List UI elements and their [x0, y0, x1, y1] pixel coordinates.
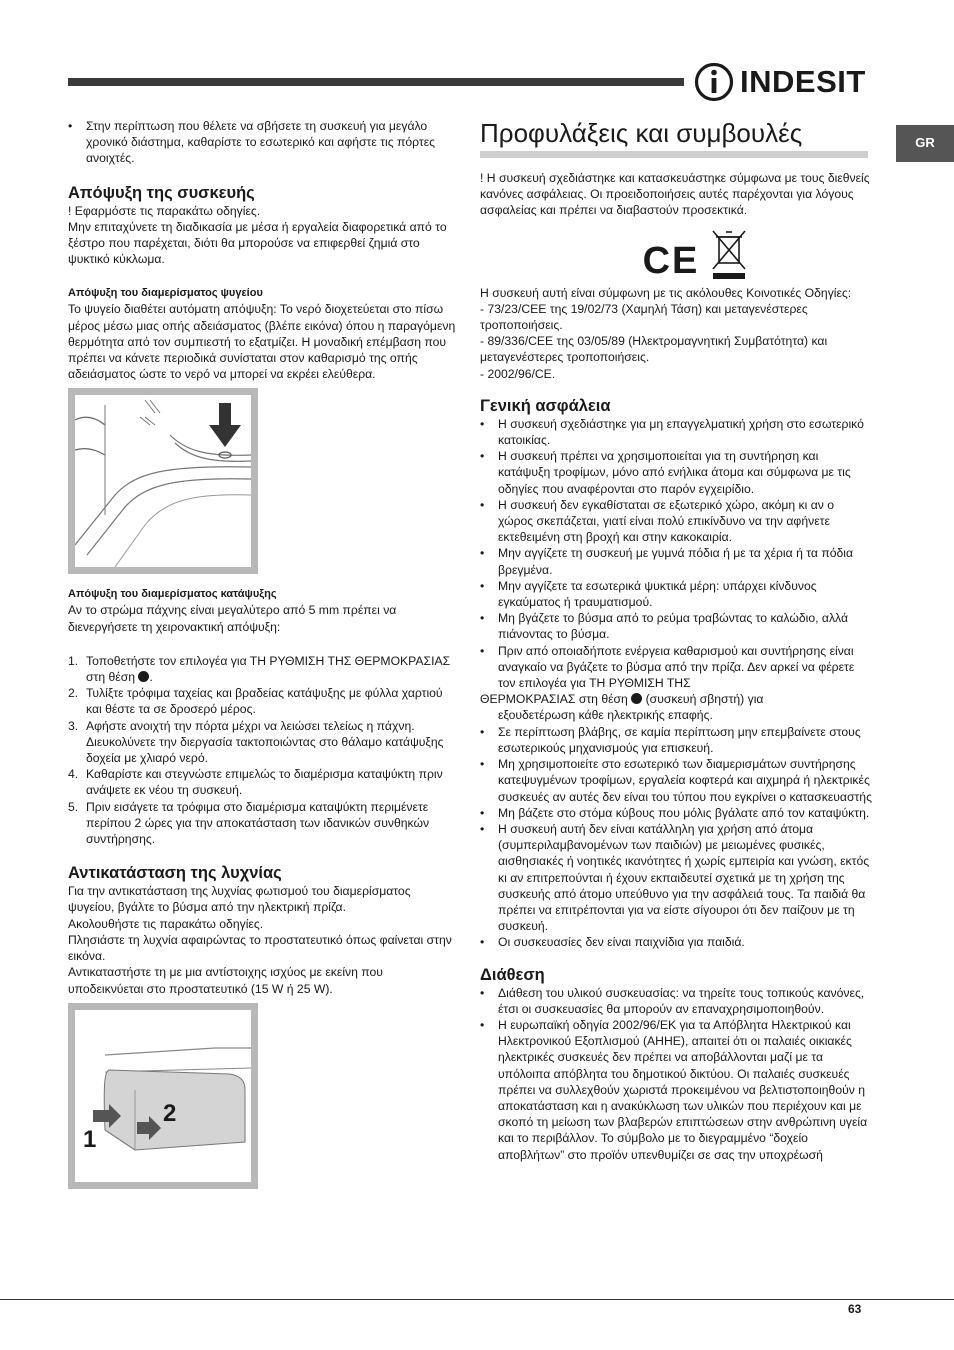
- brand-logo: [694, 60, 870, 104]
- intro-list: [68, 118, 458, 167]
- list-item: • Η συσκευή σχεδιάστηκε για μη επαγγελματική χρήση στο εσωτερικό κατοικίας.: [480, 416, 872, 448]
- paragraph: ! Η συσκευή σχεδιάστηκε και κατασκευάστηκε σύμφωνα με τους διεθνείς κανόνες ασφάλειας. Οι προειδοποιήσεις αυτές παρέχονται για λόγους ασφαλείας και πρέπει να διαβαστούν προσεκτικά.: [480, 171, 870, 218]
- list-item: • Η ευρωπαϊκή οδηγία 2002/96/ΕΚ για τα Απόβλητα Ηλεκτρικού και Ηλεκτρονικού Εξοπλισμού (ΑΗΗΕ), απαιτεί ότι οι παλαιές οικιακές ηλεκτρικές συσκευές δεν πρέπει να αποβάλλονται μαζί με τα υπόλοιπα απόβλητα του δημοτικού δικτύου. Οι παλαιές συσκευές πρέπει να συλλεχθούν χωριστά προκειμένου να βελτιστοποιηθούν η αποκατάσταση και η ανακύκλωση των υλικών που περιέχουν και με σκοπό τη μείωση των βλαβερών επιπτώσεων στην ανθρώπινη υγεία και το περιβάλλον. Το σύμβολο με το διεγραμμένο “δοχείο αποβλήτων” στο προϊόν υπενθυμίζει σε σας την υποχρέωσή: [480, 1017, 872, 1163]
- list-item: • Μη βγάζετε το βύσμα από το ρεύμα τραβώντας το καλώδιο, αλλά πιάνοντας το βύσμα.: [480, 610, 872, 642]
- list-item: • Σε περίπτωση βλάβης, σε καμία περίπτωση μην επεμβαίνετε στους εσωτερικούς μηχανισμούς για επισκευή.: [480, 724, 872, 756]
- list-item: • Η συσκευή πρέπει να χρησιμοποιείται για τη συντήρηση και κατάψυξη τροφίμων, μόνο από ενήλικα άτομα και σύμφωνα με τις οδηγίες που αναφέρονται στο παρόν εγχειρίδιο.: [480, 448, 872, 497]
- lamp-cover-illustration: [68, 1003, 258, 1189]
- paragraph: - 73/23/CEE της 19/02/73 (Χαμηλή Τάση) και μεταγενέστερες τροποποιήσεις.: [480, 301, 808, 333]
- footer-rule: [0, 1299, 954, 1300]
- left-column: [68, 118, 458, 1189]
- paragraph: Η συσκευή αυτή είναι σύμφωνη με τις ακόλουθες Κοινοτικές Οδηγίες:: [480, 285, 852, 300]
- list-item: 1. Τοποθετήστε τον επιλογέα για ΤΗ ΡΥΘΜΙΣΗ ΤΗΣ ΘΕΡΜΟΚΡΑΣΙΑΣ στη θέση .: [68, 653, 451, 685]
- list-item: • Μη βάζετε στο στόμα κύβους που μόλις βγάλατε από τον καταψύκτη.: [480, 805, 872, 821]
- paragraph: ! Εφαρμόστε τις παρακάτω οδηγίες.: [68, 203, 261, 218]
- subsection-title-fridge-defrost: Απόψυξη του διαμερίσματος ψυγείου: [68, 287, 263, 300]
- brand-name: INDESIT: [740, 63, 866, 99]
- list-item: • Στην περίπτωση που θέλετε να σβήσετε τη συσκευή για μεγάλο χρονικό διάστημα, καθαρίστε το εσωτερικό και αφήστε τις πόρτες ανοιχτές.: [68, 118, 458, 167]
- safety-list-continued: [480, 724, 872, 951]
- list-item: • Μη χρησιμοποιείτε στο εσωτερικό των διαμερισμάτων συντήρησης κατεψυγμένων τροφίμων, εργαλεία κοφτερά και αιχμηρά ή ηλεκτρικές συσκευές αν αυτές δεν είναι του τύπου που εγκρίνει ο κατασκευαστής: [480, 756, 872, 805]
- paragraph: Το ψυγείο διαθέτει αυτόματη απόψυξη: Το νερό διοχετεύεται στο πίσω μέρος μέσω μιας οπής αδειάσματος (βλέπε εικόνα) όπου η παραγόμενη θερμότητα από τον συμπιεστή το εξατμίζει. Η μοναδική επέμβαση που πρέπει να κάνετε περιοδικά συνίσταται στον καθαρισμό της οπής αδειάσματος ώστε το νερό να μπορεί να εκρέει ελεύθερα.: [68, 302, 456, 382]
- fridge-drain-illustration: [68, 388, 258, 574]
- section-title-disposal: Διάθεση: [480, 965, 545, 984]
- paragraph: Αντικαταστήστε τη με μια αντίστοιχης ισχύος με εκείνη που υποδεικνύεται στο προστατευτικό (15 W ή 25 W).: [68, 965, 383, 996]
- header-rule: [68, 78, 684, 86]
- list-item: 3. Αφήστε ανοιχτή την πόρτα μέχρι να λειώσει τελείως η πάχνη. Διευκολύνετε την διεργασία τακτοποιώντας στο θάλαμο κατάψυξης δοχεία με χλιαρό νερό.: [68, 718, 444, 766]
- off-position-icon: [138, 671, 149, 682]
- list-item: • Η συσκευή δεν εγκαθίσταται σε εξωτερικό χώρο, ακόμη κι αν ο χώρος σκεπάζεται, γιατί είναι πολύ επικίνδυνο να την αφήνετε εκτεθειμένη στη βροχή και στην κακοκαιρία.: [480, 497, 872, 546]
- paragraph: - 89/336/CEE της 03/05/89 (Ηλεκτρομαγνητική Συμβατότητα) και μεταγενέστερες τροποποιήσεις.: [480, 334, 828, 365]
- paragraph: Αν το στρώμα πάχνης είναι μεγαλύτερο από 5 mm πρέπει να διενεργήσετε τη χειρονακτική απόψυξη:: [68, 603, 397, 634]
- section-title-defrost: Απόψυξη της συσκευής: [68, 183, 255, 202]
- section-title-lamp: Αντικατάσταση της λυχνίας: [68, 864, 282, 883]
- right-column: [480, 118, 872, 1163]
- page-number: 63: [848, 1302, 862, 1316]
- paragraph: εξουδετέρωση κάθε ηλεκτρικής επαφής.: [498, 708, 713, 723]
- paragraph: ΘΕΡΜΟΚΡΑΣΙΑΣ στη θέση (συσκευή σβηστή) για: [480, 692, 764, 707]
- figure-label-2: 2: [163, 1099, 177, 1127]
- off-position-icon: [631, 693, 642, 704]
- safety-list: [480, 416, 872, 691]
- crossed-bin-icon: [709, 227, 749, 281]
- drain-hole-drawing: [75, 395, 251, 567]
- disposal-list: [480, 985, 872, 1163]
- paragraph: - 2002/96/CE.: [480, 366, 556, 381]
- section-title-safety: Γενική ασφάλεια: [480, 396, 611, 415]
- list-item: 2. Τυλίξτε τρόφιμα ταχείας και βραδείας κατάψυξης με φύλλα χαρτιού και θέστε τα σε δροσερό μέρος.: [68, 686, 443, 717]
- list-item: 5. Πριν εισάγετε τα τρόφιμα στο διαμέρισμα καταψύκτη περιμένετε περίπου 2 ώρες για την αποκατάσταση των ιδανικών συνθηκών συντήρησης.: [68, 799, 430, 847]
- list-item: 4. Καθαρίστε και στεγνώστε επιμελώς το διαμέρισμα καταψύκτη πριν ανάψετε εκ νέου τη συσκευή.: [68, 767, 443, 798]
- list-item: • Πριν από οποιαδήποτε ενέργεια καθαρισμού και συντήρησης είναι αναγκαίο να βγάζετε το βύσμα από την πρίζα. Δεν αρκεί να φέρετε τον επιλογέα για ΤΗ ΡΥΘΜΙΣΗ ΤΗΣ: [480, 643, 872, 692]
- figure-label-1: 1: [83, 1125, 97, 1153]
- paragraph: Για την αντικατάσταση της λυχνίας φωτισμού του διαμερίσματος ψυγείου, βγάλτε το βύσμα από την ηλεκτρική πρίζα.: [68, 884, 411, 915]
- list-item: • Οι συσκευασίες δεν είναι παιχνίδια για παιδιά.: [480, 934, 872, 950]
- subsection-title-freezer-defrost: Απόψυξη του διαμερίσματος κατάψυξης: [68, 588, 277, 601]
- lamp-cover-drawing: [75, 1010, 251, 1182]
- paragraph: Μην επιταχύνετε τη διαδικασία με μέσα ή εργαλεία διαφορετικά από το ξέστρο που παρέχεται, διότι θα μπορούσε να επιφερθεί ζημιά στο ψυκτικό κύκλωμα.: [68, 219, 447, 267]
- paragraph: Πλησιάστε τη λυχνία αφαιρώντας το προστατευτικό όπως φαίνεται στην εικόνα.: [68, 932, 452, 964]
- list-item: • Η συσκευή αυτή δεν είναι κατάλληλη για χρήση από άτομα (συμπεριλαμβανομένων των παιδιών) με μειωμένες φυσικές, αισθησιακές ή νοητικές ικανότητες ή χωρίς εμπειρία και γνώση, εκτός κι αν επιτρεπούνται ή έχουν εκπαιδευτεί σχετικά με τη χρήση της συσκευής από άτομο υπεύθυνο για την ασφάλειά τους. Τα παιδιά θα πρέπει να επιτρέπονται για να είστε σίγουροι ότι δεν παίζουν με τη συσκευή.: [480, 821, 872, 934]
- list-item: • Μην αγγίζετε τη συσκευή με γυμνά πόδια ή με τα χέρια ή τα πόδια βρεγμένα.: [480, 545, 872, 577]
- paragraph: Ακολουθήστε τις παρακάτω οδηγίες.: [68, 916, 264, 931]
- ce-mark-icon: CE: [642, 239, 700, 282]
- language-tab: GR: [896, 125, 954, 162]
- list-item: • Διάθεση του υλικού συσκευασίας: να τηρείτε τους τοπικούς κανόνες, έτσι οι συσκευασίες θα μπορούν αν επαναχρησιμοποιηθούν.: [480, 985, 872, 1017]
- ce-weee-marks: [480, 225, 872, 281]
- list-item: • Μην αγγίζετε τα εσωτερικά ψυκτικά μέρη: υπάρχει κίνδυνος εγκαύματος ή τραυματισμού.: [480, 578, 872, 610]
- indesit-i-icon: [694, 61, 734, 103]
- freezer-defrost-steps: [68, 653, 458, 847]
- page-title: Προφυλάξεις και συμβουλές: [480, 118, 868, 158]
